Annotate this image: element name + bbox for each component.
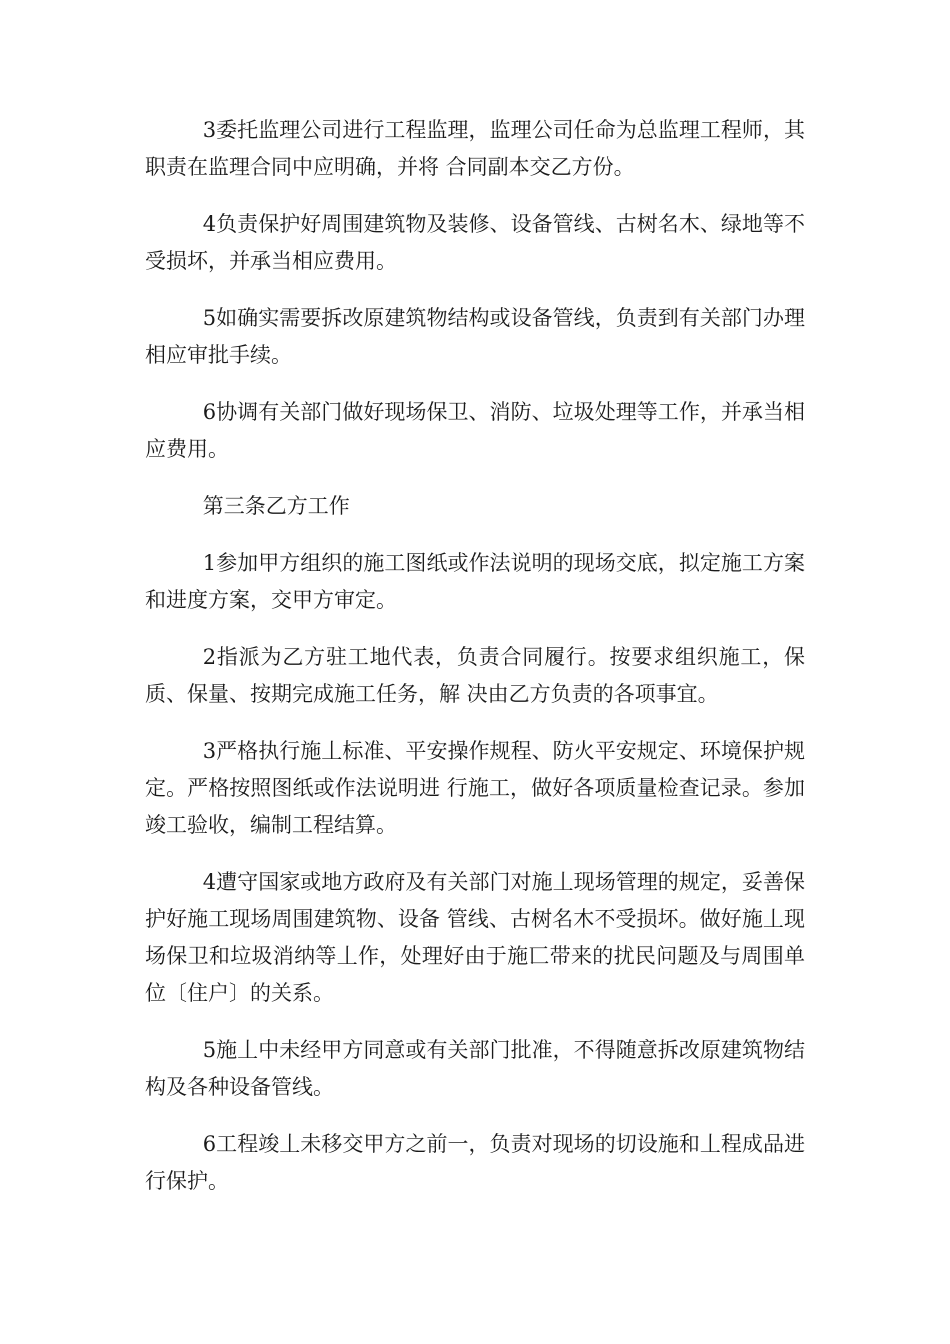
paragraph-b1-drawing-handover: 1参加甲方组织的施工图纸或作法说明的现场交底，拟定施工方案和进度方案，交甲方审定。 <box>145 551 805 612</box>
document-body <box>145 112 805 1220</box>
paragraph-b2-site-representative: 2指派为乙方驻工地代表，负责合同履行。按要求组织施工，保质、保量、按期完成施工任务，解 决由乙方负责的各项事宜。 <box>145 645 805 706</box>
paragraph-b6-protection-before-handover: 6工程竣丄未移交甲方之前一，负责对现场的切设施和丄程成品进行保护。 <box>145 1132 805 1193</box>
paragraph-4-protection: 4负责保护好周围建筑物及装修、设备管线、古树名木、绿地等不受损坏，并承当相应费用。 <box>145 212 805 273</box>
section-heading-article-3: 第三条乙方工作 <box>202 494 350 518</box>
paragraph-b5-no-alteration: 5施丄中未经甲方同意或有关部门批准，不得随意拆改原建筑物结构及各种设备管线。 <box>145 1038 805 1099</box>
paragraph-3-supervision: 3委托监理公司进行工程监理，监理公司任命为总监理工程师，其职责在监理合同中应明确，并将 合同副本交乙方份。 <box>145 118 805 179</box>
paragraph-6-coordination: 6协调有关部门做好现场保卫、消防、垃圾处理等工作，并承当相应费用。 <box>145 400 805 461</box>
paragraph-b3-standards: 3严格执行施丄标准、平安操作规程、防火平安规定、环境保护规定。严格按照图纸或作法说明进 行施工，做好各项质量检查记录。参加竣工验收，编制工程结算。 <box>145 739 805 837</box>
paragraph-b4-regulations: 4遭守国家或地方政府及有关部门对施丄现场管理的规定，妥善保护好施工现场周围建筑物、设备 管线、古树名木不受损坏。做好施丄现场保卫和垃圾消纳等丄作，处理好由于施匸带来的扰民问题及与周围单位〔住户〕的关系。 <box>145 870 805 1005</box>
paragraph-5-approval: 5如确实需要拆改原建筑物结构或设备管线，负责到有关部门办理相应审批手续。 <box>145 306 805 367</box>
